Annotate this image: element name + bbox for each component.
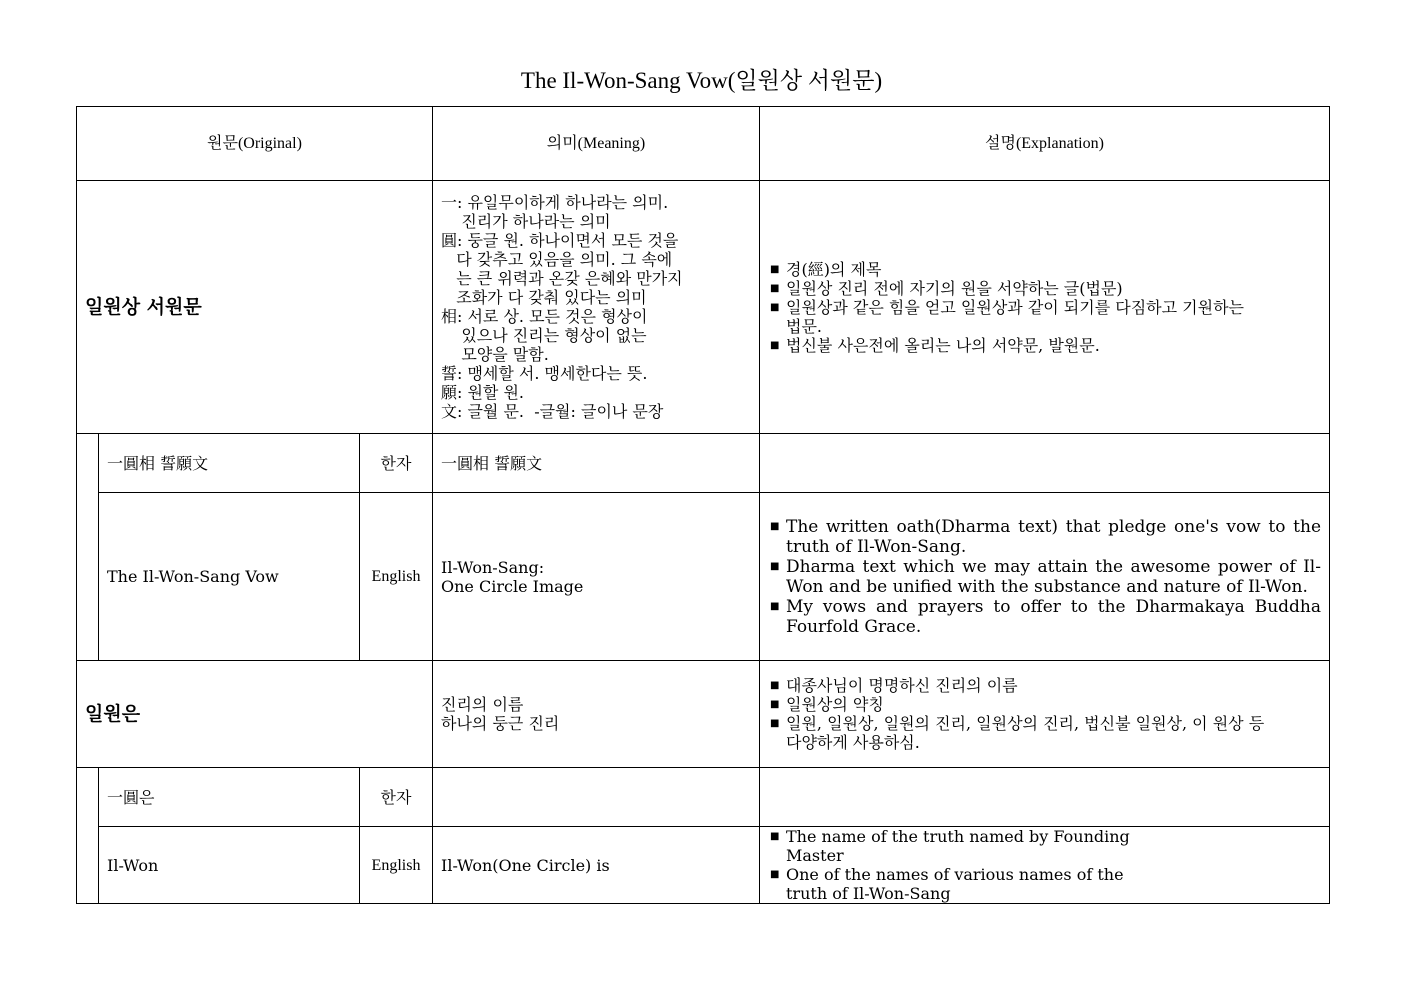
section1-label: 일원상 서원문	[77, 181, 433, 434]
explanation-item: ■ 일원, 일원상, 일원의 진리, 일원상의 진리, 법신불 일원상, 이 원상 등 다양하게 사용하심.	[768, 714, 1281, 752]
meaning-line: 文: 글월 문. -글월: 글이나 문장	[441, 402, 664, 421]
meaning-line: 진리의 이름	[441, 695, 524, 714]
section1-row	[77, 181, 1330, 434]
explanation-item: ■ The written oath(Dharma text) that pledge one's vow to the truth of Il-Won-Sang.	[768, 517, 1321, 557]
meaning-line: Il-Won-Sang:	[441, 557, 545, 577]
meaning-line: 는 큰 위력과 온갖 은혜와 만가지	[441, 269, 683, 288]
meaning-line: 모양을 말함.	[441, 345, 549, 364]
explanation-item: ■ One of the names of various names of the truth of Il-Won-Sang	[768, 865, 1161, 903]
meaning-line: 誓: 맹세할 서. 맹세한다는 뜻.	[441, 364, 648, 383]
hanja-meaning	[433, 768, 760, 827]
explanation-item: ■ My vows and prayers to offer to the Dharmakaya Buddha Fourfold Grace.	[768, 597, 1321, 637]
meaning-line: 一: 유일무이하게 하나라는 의미.	[441, 193, 669, 212]
section2-meaning	[433, 661, 760, 768]
hanja-lang-label: 한자	[360, 768, 433, 827]
hanja-explanation	[760, 434, 1330, 493]
section1-meaning	[433, 181, 760, 434]
hanja-lang-label: 한자	[360, 434, 433, 493]
section2-hanja-row	[77, 768, 1330, 827]
meaning-line: 圓: 둥글 원. 하나이면서 모든 것을	[441, 231, 679, 250]
header-meaning: 의미(Meaning)	[433, 107, 760, 181]
hanja-original: 一圓相 誓願文	[99, 434, 360, 493]
english-lang-label: English	[360, 827, 433, 904]
meaning-line: 相: 서로 상. 모든 것은 형상이	[441, 307, 648, 326]
explanation-item: ■ 대종사님이 명명하신 진리의 이름	[768, 676, 1281, 695]
hanja-explanation	[760, 768, 1330, 827]
meaning-line: 조화가 다 갖춰 있다는 의미	[441, 288, 647, 307]
explanation-item: ■ 일원상의 약칭	[768, 695, 1281, 714]
indent-cell	[77, 434, 99, 661]
hanja-meaning: 一圓相 誓願文	[433, 434, 760, 493]
hanja-original: 一圓은	[99, 768, 360, 827]
meaning-line: One Circle Image	[441, 576, 584, 596]
english-original: Il-Won	[99, 827, 360, 904]
section1-explanation	[760, 181, 1330, 434]
section1-english-row	[77, 493, 1330, 661]
header-original: 원문(Original)	[77, 107, 433, 181]
english-explanation	[760, 493, 1330, 661]
header-row	[77, 107, 1330, 181]
english-meaning	[433, 493, 760, 661]
explanation-item: ■ 일원상과 같은 힘을 얻고 일원상과 같이 되기를 다짐하고 기원하는 법문.	[768, 298, 1261, 336]
section2-explanation	[760, 661, 1330, 768]
explanation-item: ■ Dharma text which we may attain the awesome power of Il-Won and be unified with the substance and nature of Il-Won.	[768, 557, 1321, 597]
page-title: The Il-Won-Sang Vow(일원상 서원문)	[520, 68, 883, 93]
meaning-line: 하나의 둥근 진리	[441, 714, 560, 733]
meaning-line: 願: 원할 원.	[441, 383, 525, 402]
explanation-item: ■ 일원상 진리 전에 자기의 원을 서약하는 글(법문)	[768, 279, 1261, 298]
meaning-line: 있으나 진리는 형상이 없는	[441, 326, 647, 345]
english-lang-label: English	[360, 493, 433, 661]
english-explanation	[760, 827, 1330, 904]
english-original: The Il-Won-Sang Vow	[99, 493, 360, 661]
section1-hanja-row	[77, 434, 1330, 493]
header-explanation: 설명(Explanation)	[760, 107, 1330, 181]
explanation-item: ■ 법신불 사은전에 올리는 나의 서약문, 발원문.	[768, 336, 1261, 355]
section2-label: 일원은	[77, 661, 433, 768]
english-meaning: Il-Won(One Circle) is	[433, 827, 760, 904]
section2-english-row	[77, 827, 1330, 904]
indent-cell	[77, 768, 99, 904]
meaning-line: 다 갖추고 있음을 의미. 그 속에	[441, 250, 673, 269]
section2-row	[77, 661, 1330, 768]
explanation-item: ■ The name of the truth named by Founding Master	[768, 827, 1161, 865]
meaning-line: 진리가 하나라는 의미	[441, 212, 611, 231]
explanation-item: ■ 경(經)의 제목	[768, 260, 1261, 279]
vow-table	[76, 106, 1330, 904]
